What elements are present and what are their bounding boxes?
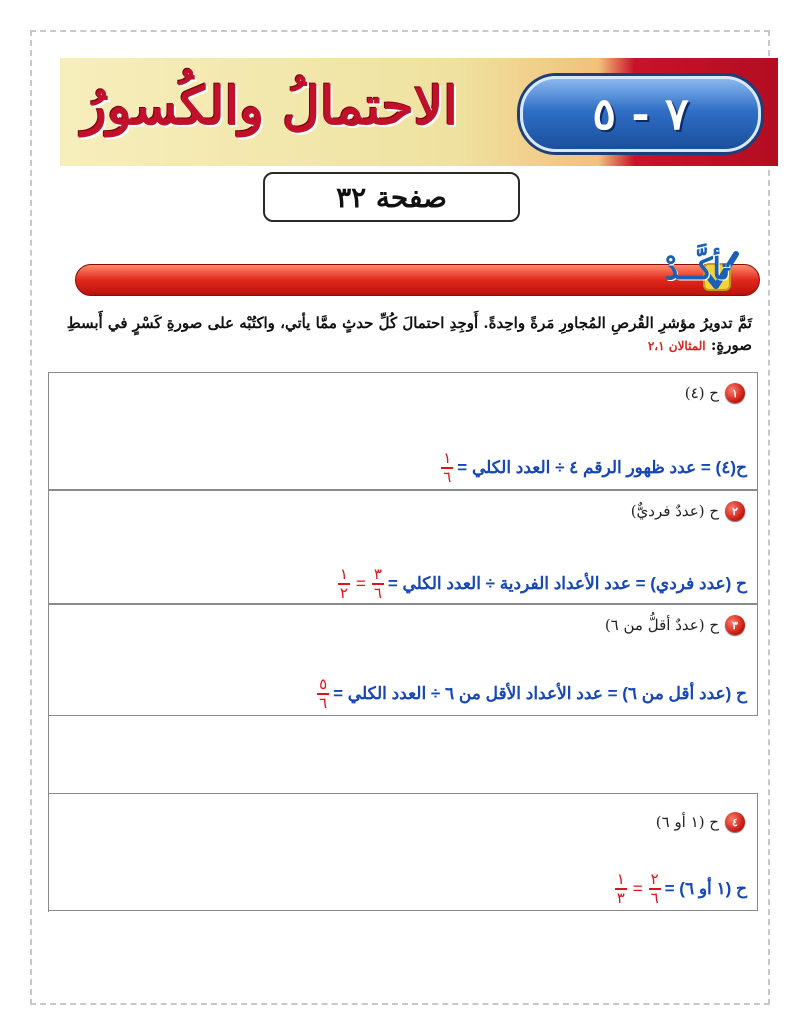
denominator: ٦ (650, 890, 659, 907)
lesson-banner (60, 58, 778, 166)
equals-sign: = (632, 879, 643, 898)
exercise-question (631, 501, 745, 521)
exercise-question (605, 615, 745, 635)
answer-fraction-simplified (615, 872, 627, 906)
exercise-2 (48, 490, 758, 604)
example-reference: المثالان ٢،١ (647, 339, 706, 353)
denominator: ٦ (443, 469, 452, 486)
instructions: تَمَّ تدويرُ مؤشرِ القُرصِ المُجاورِ مَرةً واحِدةً. أَوجِدِ احتمالَ كُلِّ حدثٍ ممَّا يأتي، واكتُبْه على صورةِ كَسْرٍ في أَبسطِ صورةٍ: (66, 314, 752, 354)
exercise-answer (611, 872, 747, 906)
denominator: ٣ (616, 890, 625, 907)
exercise-1 (48, 372, 758, 490)
denominator: ٢ (339, 585, 348, 602)
numerator: ٣ (373, 566, 382, 583)
exercise-question (685, 383, 745, 403)
check-section-bar (75, 264, 760, 296)
exercise-4 (48, 793, 758, 911)
numerator: ١ (443, 450, 452, 467)
numerator: ٥ (319, 676, 328, 693)
question-text: ح (٤) (684, 384, 719, 402)
lesson-number: ٧ - ٥ (592, 88, 689, 140)
page-number-box: صفحة ٣٢ (263, 172, 520, 222)
question-text: ح (عددٌ فرديٌّ) (630, 502, 719, 520)
exercise-answer (437, 451, 747, 485)
check-section-label: تأكَّــدْ (664, 252, 730, 287)
answer-fraction (441, 451, 453, 485)
answer-fraction (372, 567, 384, 601)
answer-text: ح (عدد فردي) = عدد الأعداد الفردية ÷ العدد الكلي = (387, 574, 747, 593)
number-circle-icon: ٤ (725, 812, 745, 832)
numerator: ٢ (650, 871, 659, 888)
denominator: ٦ (373, 585, 382, 602)
question-text: ح (عددٌ أقلُّ من ٦) (604, 616, 719, 634)
denominator: ٦ (319, 695, 328, 712)
lesson-number-badge (520, 76, 761, 152)
exercise-answer (313, 677, 747, 711)
answer-text: ح(٤) = عدد ظهور الرقم ٤ ÷ العدد الكلي = (457, 458, 747, 477)
answer-fraction (649, 872, 661, 906)
equals-sign: = (355, 574, 366, 593)
answer-text: ح (١ أو ٦) = (664, 879, 747, 898)
number-circle-icon: ١ (725, 383, 745, 403)
number-circle-icon: ٣ (725, 615, 745, 635)
lesson-title: الاحتمالُ والكُسورُ (81, 76, 458, 137)
answer-fraction-simplified (338, 567, 350, 601)
number-circle-icon: ٢ (725, 501, 745, 521)
exercise-question (656, 812, 745, 832)
exercise-3 (48, 604, 758, 716)
answer-fraction (317, 677, 329, 711)
numerator: ١ (339, 566, 348, 583)
numerator: ١ (616, 871, 625, 888)
answer-text: ح (عدد أقل من ٦) = عدد الأعداد الأقل من ٦ ÷ العدد الكلي = (333, 684, 747, 703)
question-text: ح (١ أو ٦) (655, 813, 719, 831)
instructions-text (52, 312, 752, 357)
exercise-answer (334, 567, 747, 601)
